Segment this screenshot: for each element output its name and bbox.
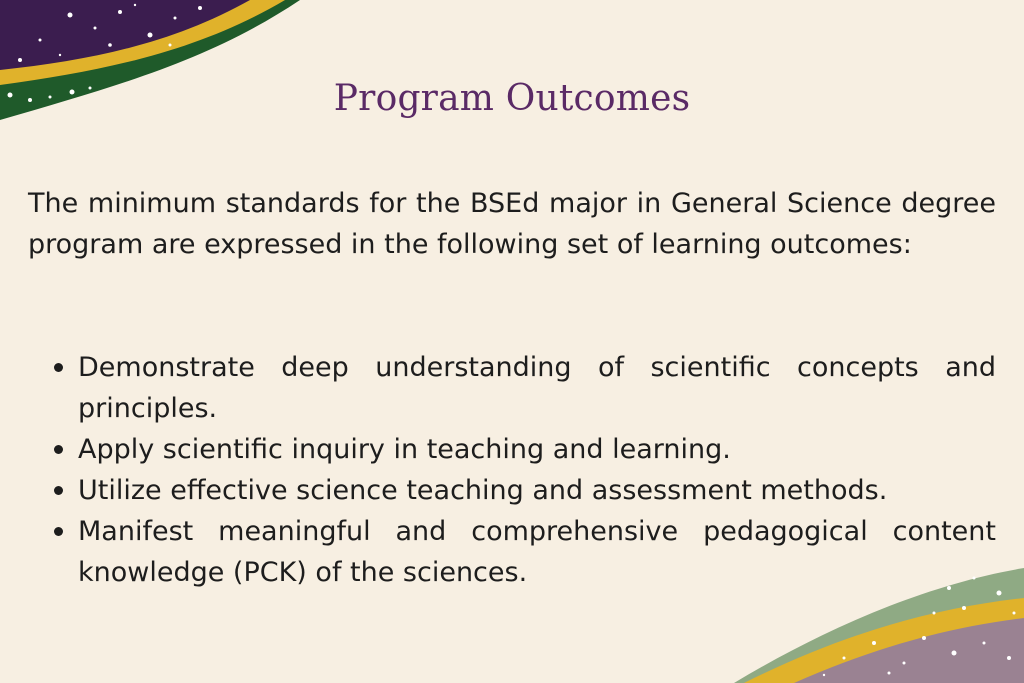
list-item bbox=[28, 511, 996, 593]
outcomes-list bbox=[28, 347, 996, 593]
list-item bbox=[28, 347, 996, 429]
outcome-text: Utilize effective science teaching and assessment methods. bbox=[78, 475, 888, 506]
outcome-text: Apply scientific inquiry in teaching and learning. bbox=[78, 434, 731, 465]
list-item bbox=[28, 470, 996, 511]
bullet-icon bbox=[54, 527, 63, 536]
outcome-text: Manifest meaningful and comprehensive pedagogical content knowledge (PCK) of the sciences. bbox=[78, 516, 996, 588]
outcome-text: Demonstrate deep understanding of scientific concepts and principles. bbox=[78, 352, 996, 424]
bullet-icon bbox=[54, 363, 63, 372]
page-title: Program Outcomes bbox=[333, 78, 691, 119]
bullet-icon bbox=[54, 486, 63, 495]
intro-paragraph: The minimum standards for the BSEd major in General Science degree program are expressed in the following set of learning outcomes: bbox=[28, 188, 996, 260]
bullet-icon bbox=[54, 445, 63, 454]
list-item bbox=[28, 429, 996, 470]
